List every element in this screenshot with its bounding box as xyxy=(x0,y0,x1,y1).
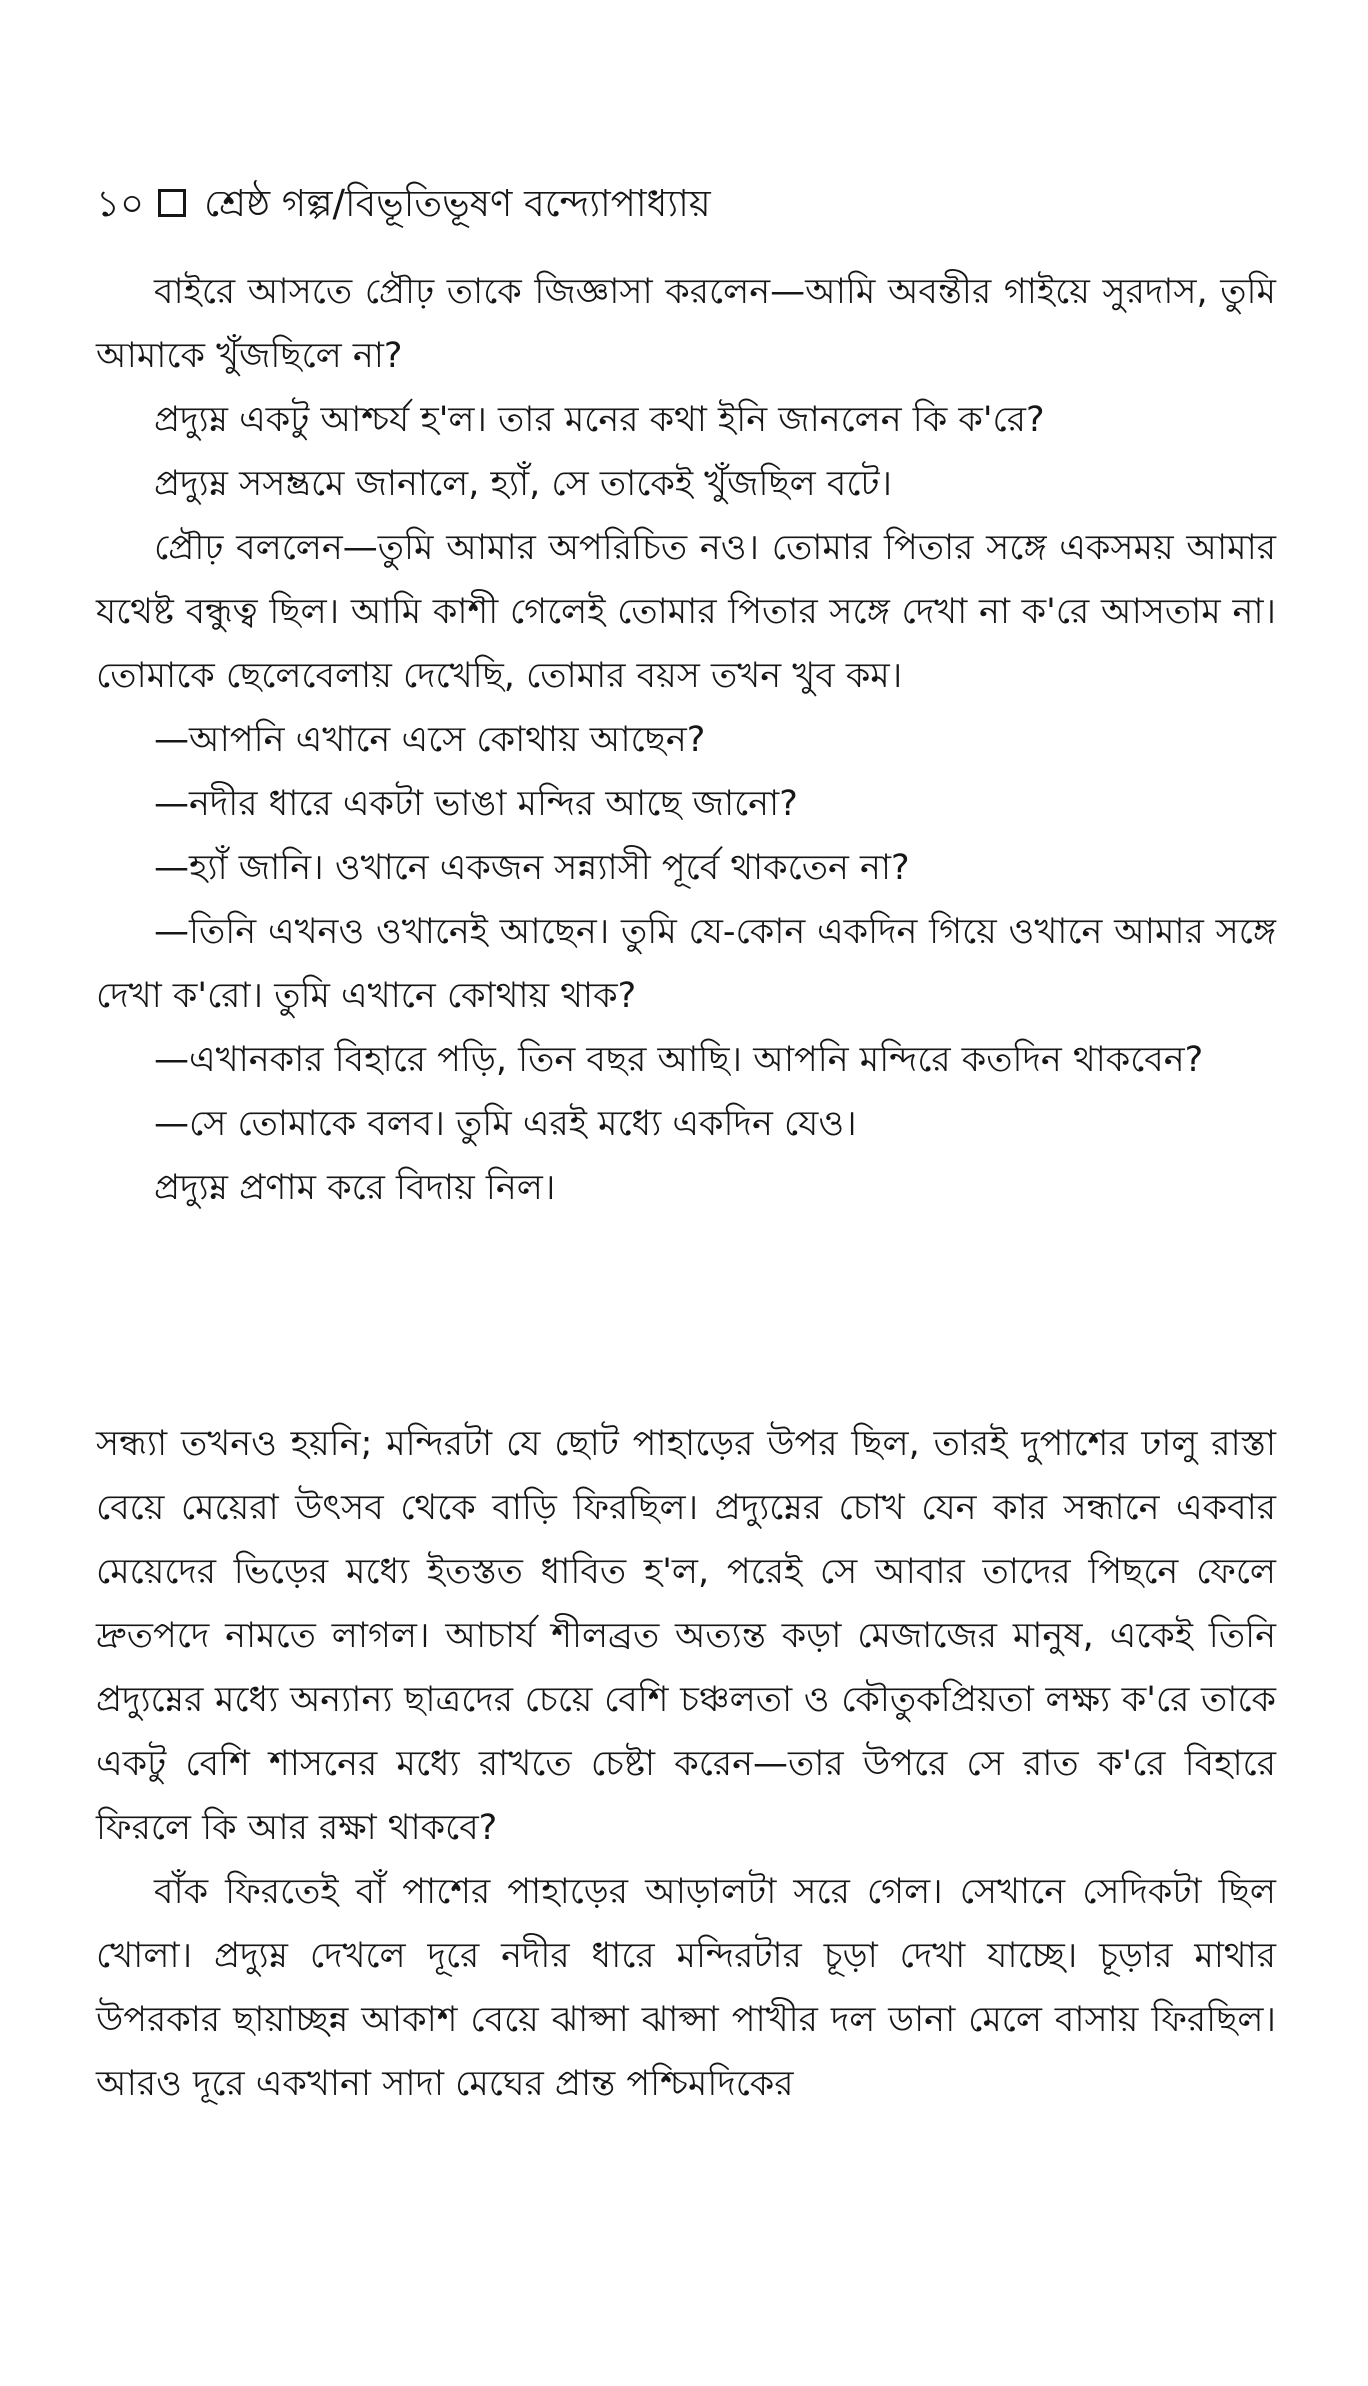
paragraph: সন্ধ্যা তখনও হয়নি; মন্দিরটা যে ছোট পাহাড়ের উপর ছিল, তারই দুপাশের ঢালু রাস্তা বেয়ে মেয়েরা উৎসব থেকে বাড়ি ফিরছিল। প্রদ্যুম্নের চোখ যেন কার সন্ধানে একবার মেয়েদের ভিড়ের মধ্যে ইতস্তত ধাবিত হ'ল, পরেই সে আবার তাদের পিছনে ফেলে দ্রুতপদে নামতে লাগল। আচার্য শীলব্রত অত্যন্ত কড়া মেজাজের মানুষ, একেই তিনি প্রদ্যুম্নের মধ্যে অন্যান্য ছাত্রদের চেয়ে বেশি চঞ্চলতা ও কৌতুকপ্রিয়তা লক্ষ্য ক'রে তাকে একটু বেশি শাসনের মধ্যে রাখতে চেষ্টা করেন—তার উপরে সে রাত ক'রে বিহারে ফিরলে কি আর রক্ষা থাকবে? xyxy=(96,1424,1276,1848)
book-title: শ্রেষ্ঠ গল্প/বিভূতিভূষণ বন্দ্যোপাধ্যায় xyxy=(204,182,711,225)
paragraph: প্রৌঢ় বললেন—তুমি আমার অপরিচিত নও। তোমার পিতার সঙ্গে একসময় আমার যথেষ্ট বন্ধুত্ব ছিল। আমি কাশী গেলেই তোমার পিতার সঙ্গে দেখা না ক'রে আসতাম না। তোমাকে ছেলেবেলায় দেখেছি, তোমার বয়স তখন খুব কম। xyxy=(96,528,1276,696)
paragraph: প্রদ্যুম্ন সসম্ভ্রমে জানালে, হ্যাঁ, সে তাকেই খুঁজছিল বটে। xyxy=(154,464,893,504)
narrative-section xyxy=(96,1412,1276,2116)
page-number: ১০ xyxy=(96,182,145,225)
dialogue-line: —আপনি এখানে এসে কোথায় আছেন? xyxy=(154,720,706,760)
paragraph: প্রদ্যুম্ন একটু আশ্চর্য হ'ল। তার মনের কথা ইনি জানলেন কি ক'রে? xyxy=(154,400,1045,440)
dialogue-line: —হ্যাঁ জানি। ওখানে একজন সন্ন্যাসী পূর্বে থাকতেন না? xyxy=(154,848,910,888)
paragraph: প্রদ্যুম্ন প্রণাম করে বিদায় নিল। xyxy=(154,1168,556,1208)
dialogue-line: —এখানকার বিহারে পড়ি, তিন বছর আছি। আপনি মন্দিরে কতদিন থাকবেন? xyxy=(154,1040,1204,1080)
dialogue-line: —তিনি এখনও ওখানেই আছেন। তুমি যে-কোন একদিন গিয়ে ওখানে আমার সঙ্গে দেখা ক'রো। তুমি এখানে কোথায় থাক? xyxy=(96,912,1276,1016)
square-separator-icon xyxy=(158,189,186,217)
paragraph: বাইরে আসতে প্রৌঢ় তাকে জিজ্ঞাসা করলেন—আমি অবন্তীর গাইয়ে সুরদাস, তুমি আমাকে খুঁজছিলে না? xyxy=(96,272,1276,376)
dialogue-line: —নদীর ধারে একটা ভাঙা মন্দির আছে জানো? xyxy=(154,784,798,824)
dialogue-line: —সে তোমাকে বলব। তুমি এরই মধ্যে একদিন যেও। xyxy=(154,1104,857,1144)
dialogue-section xyxy=(96,260,1276,1220)
running-header xyxy=(96,176,1276,232)
paragraph: বাঁক ফিরতেই বাঁ পাশের পাহাড়ের আড়ালটা সরে গেল। সেখানে সেদিকটা ছিল খোলা। প্রদ্যুম্ন দেখলে দূরে নদীর ধারে মন্দিরটার চূড়া দেখা যাচ্ছে। চূড়ার মাথার উপরকার ছায়াচ্ছন্ন আকাশ বেয়ে ঝাপ্সা ঝাপ্সা পাখীর দল ডানা মেলে বাসায় ফিরছিল। আরও দূরে একখানা সাদা মেঘের প্রান্ত পশ্চিমদিকের xyxy=(96,1872,1276,2104)
